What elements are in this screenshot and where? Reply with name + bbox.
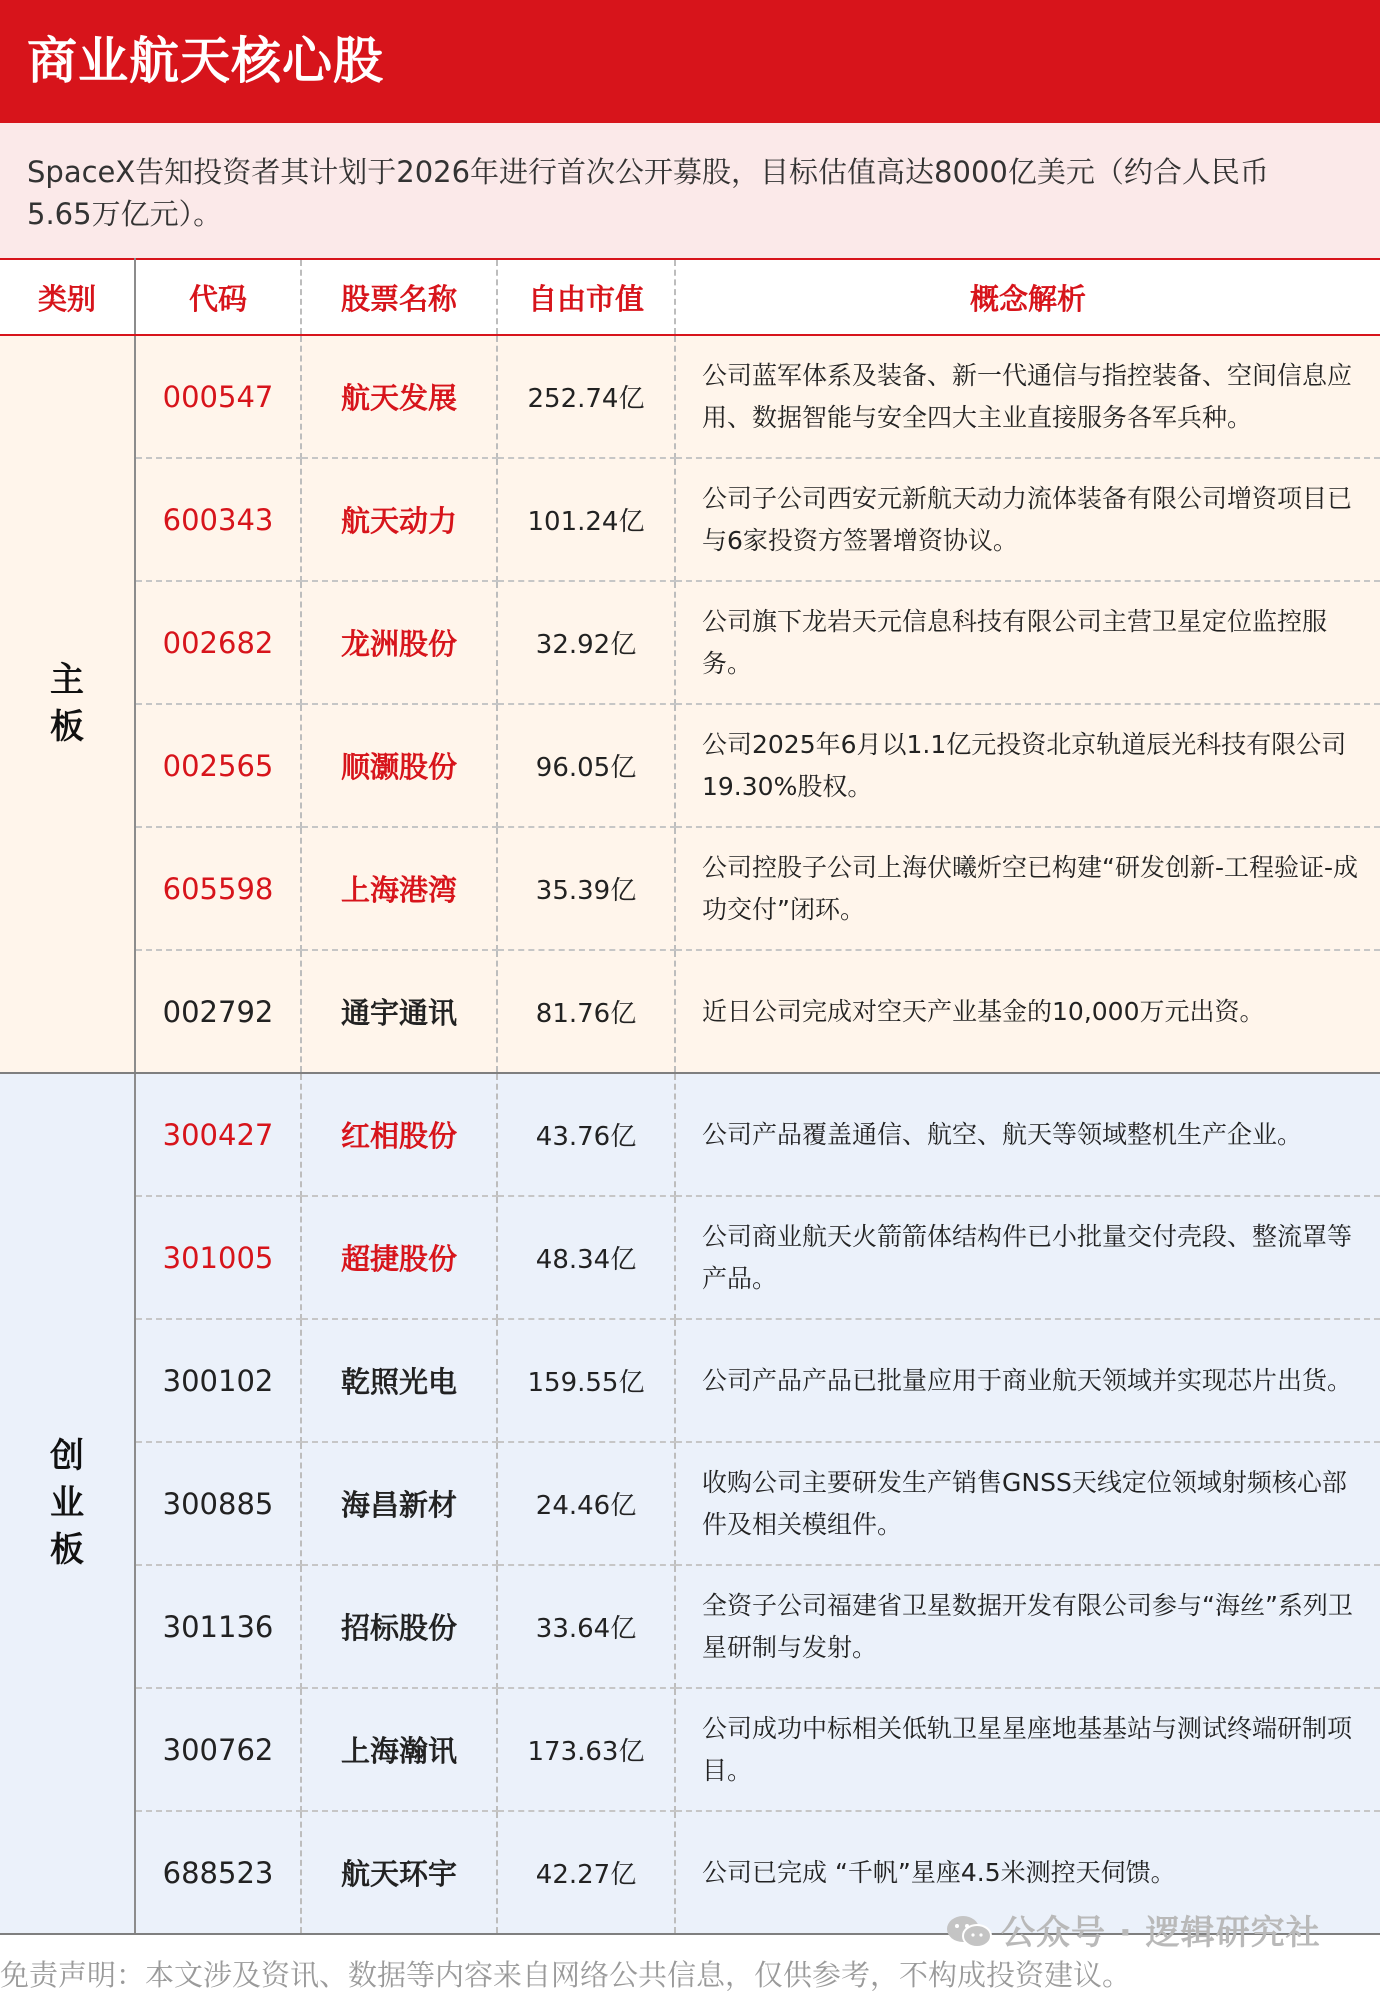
stock-name: 红相股份 bbox=[301, 1073, 497, 1196]
table-row bbox=[0, 1073, 1380, 1196]
stock-name: 上海港湾 bbox=[301, 827, 497, 950]
concept-analysis: 公司2025年6月以1.1亿元投资北京轨道辰光科技有限公司19.30%股权。 bbox=[675, 704, 1380, 827]
stock-code: 002792 bbox=[135, 950, 301, 1073]
column-header-stock-name: 股票名称 bbox=[301, 259, 497, 335]
concept-analysis: 公司商业航天火箭箭体结构件已小批量交付壳段、整流罩等产品。 bbox=[675, 1196, 1380, 1319]
concept-analysis: 公司旗下龙岩天元信息科技有限公司主营卫星定位监控服务。 bbox=[675, 581, 1380, 704]
wechat-icon bbox=[945, 1914, 993, 1950]
stock-name: 通宇通讯 bbox=[301, 950, 497, 1073]
watermark-text: 公众号 · 逻辑研究社 bbox=[1001, 1913, 1321, 1953]
free-market-cap: 173.63亿 bbox=[497, 1688, 675, 1811]
table-row bbox=[0, 458, 1380, 581]
stock-code: 002682 bbox=[135, 581, 301, 704]
stock-code: 300102 bbox=[135, 1319, 301, 1442]
stock-name: 航天发展 bbox=[301, 335, 497, 458]
concept-analysis: 公司子公司西安元新航天动力流体装备有限公司增资项目已与6家投资方签署增资协议。 bbox=[675, 458, 1380, 581]
concept-analysis: 近日公司完成对空天产业基金的10,000万元出资。 bbox=[675, 950, 1380, 1073]
stock-code: 600343 bbox=[135, 458, 301, 581]
stock-name: 乾照光电 bbox=[301, 1319, 497, 1442]
stock-name: 航天动力 bbox=[301, 458, 497, 581]
free-market-cap: 101.24亿 bbox=[497, 458, 675, 581]
concept-analysis: 公司蓝军体系及装备、新一代通信与指控装备、空间信息应用、数据智能与安全四大主业直接服务各军兵种。 bbox=[675, 335, 1380, 458]
concept-analysis: 公司控股子公司上海伏曦炘空已构建“研发创新-工程验证-成功交付”闭环。 bbox=[675, 827, 1380, 950]
free-market-cap: 32.92亿 bbox=[497, 581, 675, 704]
intro-box bbox=[0, 123, 1380, 258]
table-header-row bbox=[0, 259, 1380, 335]
table-row bbox=[0, 704, 1380, 827]
stock-name: 顺灏股份 bbox=[301, 704, 497, 827]
table-row bbox=[0, 1196, 1380, 1319]
free-market-cap: 24.46亿 bbox=[497, 1442, 675, 1565]
column-header-category: 类别 bbox=[0, 259, 135, 335]
free-market-cap: 43.76亿 bbox=[497, 1073, 675, 1196]
table-row bbox=[0, 335, 1380, 458]
header-banner bbox=[0, 0, 1380, 123]
table-row bbox=[0, 827, 1380, 950]
free-market-cap: 33.64亿 bbox=[497, 1565, 675, 1688]
table-body bbox=[0, 335, 1380, 1934]
free-market-cap: 42.27亿 bbox=[497, 1811, 675, 1934]
concept-analysis: 公司已完成 “千帆”星座4.5米测控天伺馈。 bbox=[675, 1811, 1380, 1934]
free-market-cap: 81.76亿 bbox=[497, 950, 675, 1073]
column-header-concept: 概念解析 bbox=[675, 259, 1380, 335]
free-market-cap: 252.74亿 bbox=[497, 335, 675, 458]
stock-code: 301005 bbox=[135, 1196, 301, 1319]
stock-code: 002565 bbox=[135, 704, 301, 827]
stock-name: 招标股份 bbox=[301, 1565, 497, 1688]
column-header-code: 代码 bbox=[135, 259, 301, 335]
concept-analysis: 公司产品产品已批量应用于商业航天领域并实现芯片出货。 bbox=[675, 1319, 1380, 1442]
table-row bbox=[0, 1442, 1380, 1565]
table-row bbox=[0, 581, 1380, 704]
stock-code: 000547 bbox=[135, 335, 301, 458]
stock-name: 上海瀚讯 bbox=[301, 1688, 497, 1811]
table-row bbox=[0, 1319, 1380, 1442]
category-label: 主板 bbox=[50, 660, 84, 747]
stock-code: 300762 bbox=[135, 1688, 301, 1811]
intro-text: SpaceX告知投资者其计划于2026年进行首次公开募股，目标估值高达8000亿美元（约合人民币5.65万亿元）。 bbox=[27, 155, 1269, 231]
free-market-cap: 96.05亿 bbox=[497, 704, 675, 827]
stock-code: 300427 bbox=[135, 1073, 301, 1196]
stock-name: 超捷股份 bbox=[301, 1196, 497, 1319]
concept-analysis: 收购公司主要研发生产销售GNSS天线定位领域射频核心部件及相关模组件。 bbox=[675, 1442, 1380, 1565]
stock-name: 航天环宇 bbox=[301, 1811, 497, 1934]
category-cell-main-board bbox=[0, 335, 135, 1073]
stock-code: 301136 bbox=[135, 1565, 301, 1688]
table-row bbox=[0, 1565, 1380, 1688]
free-market-cap: 159.55亿 bbox=[497, 1319, 675, 1442]
table-row bbox=[0, 950, 1380, 1073]
concept-analysis: 全资子公司福建省卫星数据开发有限公司参与“海丝”系列卫星研制与发射。 bbox=[675, 1565, 1380, 1688]
stock-code: 688523 bbox=[135, 1811, 301, 1934]
table-row bbox=[0, 1688, 1380, 1811]
category-label: 创业板 bbox=[50, 1436, 84, 1570]
concept-analysis: 公司产品覆盖通信、航空、航天等领域整机生产企业。 bbox=[675, 1073, 1380, 1196]
watermark bbox=[945, 1911, 1321, 1955]
concept-analysis: 公司成功中标相关低轨卫星星座地基基站与测试终端研制项目。 bbox=[675, 1688, 1380, 1811]
column-header-free-market-cap: 自由市值 bbox=[497, 259, 675, 335]
stock-code: 605598 bbox=[135, 827, 301, 950]
free-market-cap: 48.34亿 bbox=[497, 1196, 675, 1319]
category-cell-gem-board bbox=[0, 1073, 135, 1934]
stock-code: 300885 bbox=[135, 1442, 301, 1565]
page-title: 商业航天核心股 bbox=[27, 32, 384, 90]
stock-name: 海昌新材 bbox=[301, 1442, 497, 1565]
disclaimer: 免责声明：本文涉及资讯、数据等内容来自网络公共信息，仅供参考，不构成投资建议。 bbox=[0, 1958, 1132, 1992]
stock-name: 龙洲股份 bbox=[301, 581, 497, 704]
free-market-cap: 35.39亿 bbox=[497, 827, 675, 950]
stock-table bbox=[0, 258, 1380, 1935]
